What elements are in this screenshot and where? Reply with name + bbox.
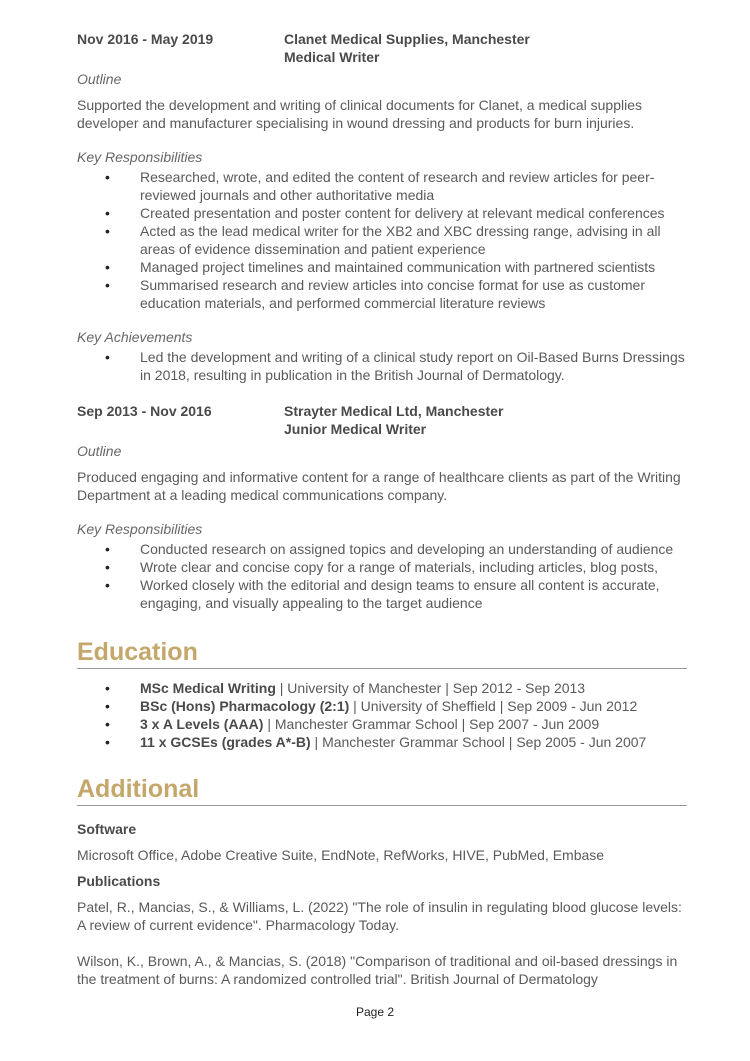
list-item [77,540,687,558]
bullet-icon: • [105,223,110,239]
publication-item: Patel, R., Mancias, S., & Williams, L. (2022) "The role of insulin in regulating blood glucose levels: A review of current evidence". Pharmacology Today. [77,899,682,933]
bullet-icon: • [105,559,110,575]
publication-item: Wilson, K., Brown, A., & Mancias, S. (2018) "Comparison of traditional and oil-based dressings in the treatment of burns: A randomized controlled trial". British Journal of Dermatology [77,953,678,987]
job-title: Junior Medical Writer [284,421,427,437]
list-item [77,168,687,204]
responsibilities-label: Key Responsibilities [77,149,203,165]
publications-label: Publications [77,873,161,889]
list-item-text: Managed project timelines and maintained communication with partnered scientists [140,259,656,275]
job-dates: Nov 2016 - May 2019 [77,31,214,47]
job-header [77,30,687,66]
bullet-icon: • [105,205,110,221]
degree-details: | Manchester Grammar School | Sep 2007 - Jun 2009 [263,716,600,732]
bullet-icon: • [105,541,110,557]
list-item [77,697,687,715]
bullet-icon: • [105,734,110,750]
responsibilities-list [77,168,687,312]
list-item [77,679,687,697]
responsibilities-label: Key Responsibilities [77,521,203,537]
list-item [77,576,687,612]
job-title: Medical Writer [284,49,380,65]
bullet-icon: • [105,577,110,593]
degree: 3 x A Levels (AAA) [140,716,264,732]
list-item-text: Conducted research on assigned topics and developing an understanding of audience [140,541,674,557]
bullet-icon: • [105,349,110,365]
achievements-label: Key Achievements [77,329,193,345]
list-item-text: Acted as the lead medical writer for the XB2 and XBC dressing range, advising in all areas of evidence dissemination and patient experience [140,223,661,257]
outline-text: Produced engaging and informative content for a range of healthcare clients as part of the Writing Department at a leading medical communications company. [77,469,681,503]
list-item [77,258,687,276]
degree-details: | University of Sheffield | Sep 2009 - Jun 2012 [349,698,638,714]
list-item [77,715,687,733]
degree: BSc (Hons) Pharmacology (2:1) [140,698,350,714]
list-item [77,348,687,384]
responsibilities-list [77,540,687,612]
outline-label: Outline [77,71,122,87]
achievements-list [77,348,687,384]
resume-page [77,30,687,988]
degree-details: | Manchester Grammar School | Sep 2005 - Jun 2007 [310,734,647,750]
degree: MSc Medical Writing [140,680,276,696]
list-item-text: Created presentation and poster content for delivery at relevant medical conferences [140,205,665,221]
education-list [77,679,687,751]
section-heading-education: Education [77,636,687,669]
list-item [77,733,687,751]
list-item-text: Researched, wrote, and edited the content of research and review articles for peer-reviewed journals and other authoritative media [140,169,655,203]
software-text: Microsoft Office, Adobe Creative Suite, EndNote, RefWorks, HIVE, PubMed, Embase [77,847,605,863]
list-item [77,558,687,576]
list-item [77,222,687,258]
job-company: Strayter Medical Ltd, Manchester [284,403,504,419]
outline-text: Supported the development and writing of clinical documents for Clanet, a medical supplies developer and manufacturer specialising in wound dressing and products for burn injuries. [77,97,642,131]
section-heading-additional: Additional [77,773,687,806]
job-dates: Sep 2013 - Nov 2016 [77,403,212,419]
bullet-icon: • [105,680,110,696]
degree-details: | University of Manchester | Sep 2012 - Sep 2013 [275,680,586,696]
bullet-icon: • [105,259,110,275]
job-company: Clanet Medical Supplies, Manchester [284,31,530,47]
bullet-icon: • [105,716,110,732]
list-item-text: Summarised research and review articles into concise format for use as customer education materials, and performed commercial literature reviews [140,277,645,311]
list-item-text: Worked closely with the editorial and design teams to ensure all content is accurate, engaging, and visually appealing to the target audience [140,577,660,611]
list-item-text: Wrote clear and concise copy for a range of materials, including articles, blog posts, [140,559,658,575]
software-label: Software [77,821,137,837]
list-item [77,276,687,312]
bullet-icon: • [105,169,110,185]
job-header [77,402,687,438]
page-number: Page 2 [355,1005,395,1019]
bullet-icon: • [105,698,110,714]
bullet-icon: • [105,277,110,293]
list-item [77,204,687,222]
degree: 11 x GCSEs (grades A*-B) [140,734,311,750]
outline-label: Outline [77,443,122,459]
list-item-text: Led the development and writing of a clinical study report on Oil-Based Burns Dressings in 2018, resulting in publication in the British Journal of Dermatology. [140,349,685,383]
